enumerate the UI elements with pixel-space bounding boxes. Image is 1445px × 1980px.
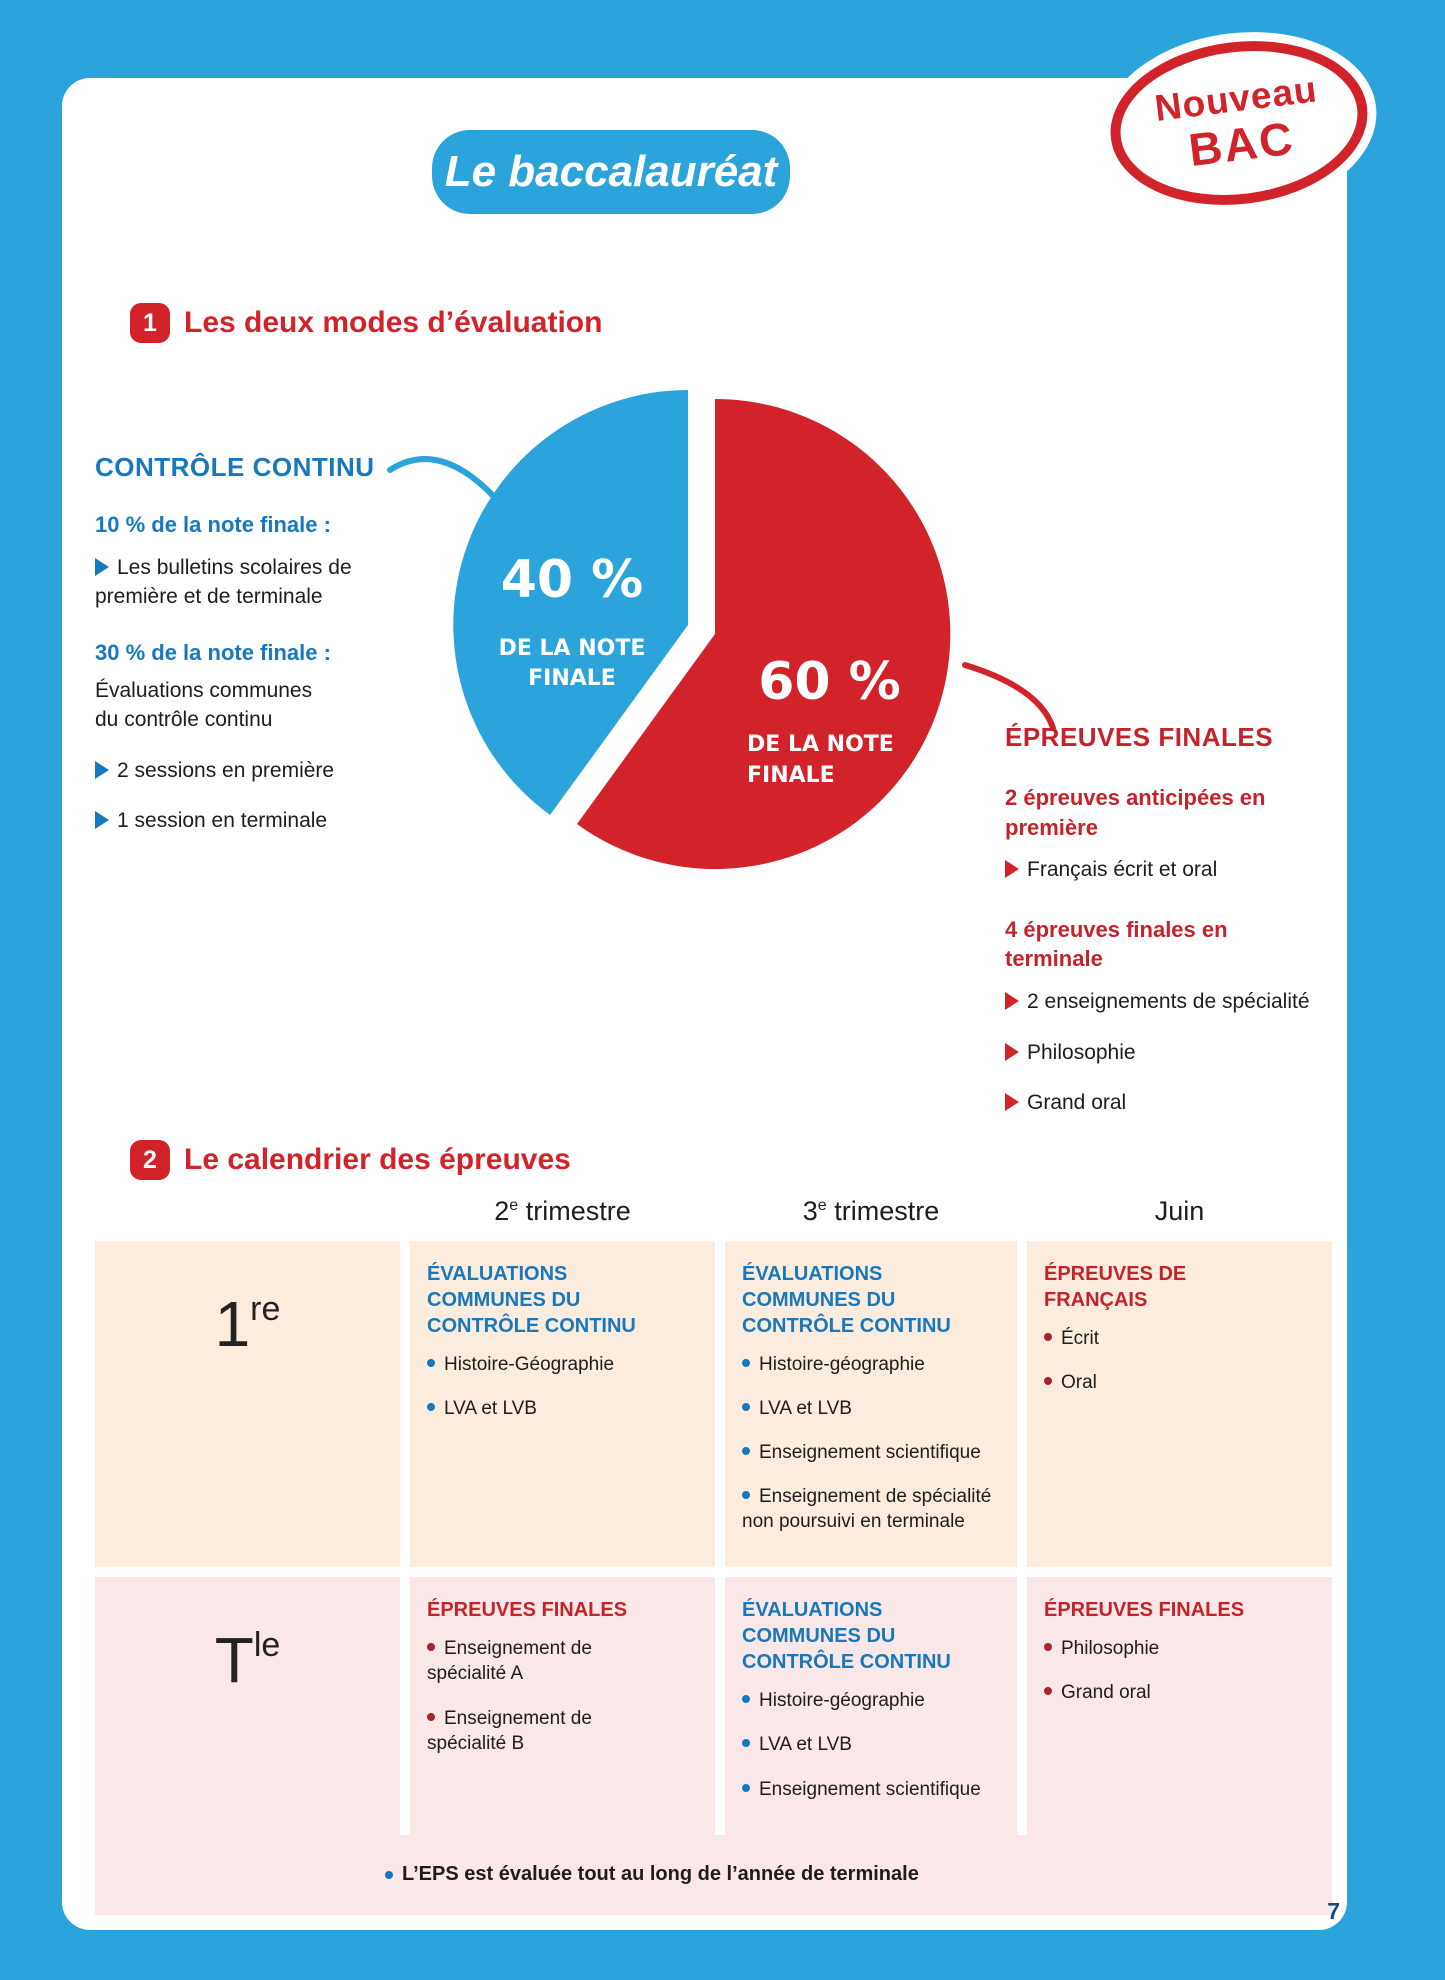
dot-bullet-icon — [1044, 1687, 1052, 1695]
dot-bullet-icon — [742, 1739, 750, 1747]
connector-line-finales — [965, 665, 1053, 728]
controle-30pct-title: 30 % de la note finale : — [95, 640, 331, 666]
controle-10pct-item: Les bulletins scolaires de première et de terminale — [95, 555, 352, 608]
dot-bullet-icon — [742, 1784, 750, 1792]
pie-chart — [380, 380, 1070, 880]
triangle-bullet-icon — [95, 558, 109, 576]
controle-continu-block — [95, 452, 407, 857]
pie-red-sub2: FINALE — [747, 762, 835, 788]
badge-line2: BAC — [1185, 111, 1298, 176]
pie-red-sub1: DE LA NOTE — [747, 732, 894, 757]
cell-terminale-trimestre2: ÉPREUVES FINALES Enseignement de spécialité A Enseignement de spécialité B — [410, 1577, 715, 1834]
epreuves-finales-block — [1005, 722, 1350, 1138]
cell-terminale-juin: ÉPREUVES FINALES Philosophie Grand oral — [1027, 1577, 1332, 1834]
dot-bullet-icon — [742, 1695, 750, 1703]
controle-30pct-item2: 1 session en terminale — [95, 806, 407, 835]
eps-note-strip — [95, 1835, 1332, 1915]
finales-terminale-item1: 2 enseignements de spécialité — [1005, 987, 1350, 1016]
row-premiere — [95, 1241, 1332, 1567]
column-header-trimestre3: 3e trimestre — [802, 1196, 940, 1226]
dot-bullet-icon — [427, 1359, 435, 1367]
dot-bullet-icon — [427, 1643, 435, 1651]
cell-premiere-trimestre2: ÉVALUATIONS COMMUNES DU CONTRÔLE CONTINU Histoire-Géographie LVA et LVB — [410, 1241, 715, 1567]
dot-bullet-icon — [1044, 1377, 1052, 1385]
row-terminale — [95, 1577, 1332, 1834]
section1-number-badge: 1 — [130, 303, 170, 343]
dot-bullet-icon — [1044, 1643, 1052, 1651]
cell-premiere-trimestre3: ÉVALUATIONS COMMUNES DU CONTRÔLE CONTINU Histoire-géographie LVA et LVB Enseignement scientifique Enseignement de spécialité non poursuivi en terminale — [725, 1241, 1017, 1567]
triangle-bullet-icon — [1005, 992, 1019, 1010]
triangle-bullet-icon — [1005, 860, 1019, 878]
section1-title: Les deux modes d’évaluation — [184, 306, 603, 339]
triangle-bullet-icon — [1005, 1093, 1019, 1111]
finales-terminale-item2: Philosophie — [1005, 1038, 1350, 1067]
dot-bullet-icon — [427, 1713, 435, 1721]
column-header-juin: Juin — [1154, 1196, 1205, 1226]
pie-red-value: 60 % — [758, 652, 901, 712]
eps-note-text: L’EPS est évaluée tout au long de l’année de terminale — [402, 1863, 919, 1886]
column-header-trimestre2: 2e trimestre — [494, 1196, 631, 1226]
row-label-terminale: $T^{le}$ — [95, 1577, 400, 1834]
nouveau-bac-badge — [1101, 27, 1377, 219]
finales-terminale-item3: Grand oral — [1005, 1088, 1350, 1117]
cell-terminale-trimestre3: ÉVALUATIONS COMMUNES DU CONTRÔLE CONTINU Histoire-géographie LVA et LVB Enseignement scientifique — [725, 1577, 1017, 1834]
triangle-bullet-icon — [95, 811, 109, 829]
epreuves-finales-heading: ÉPREUVES FINALES — [1005, 722, 1274, 752]
dot-bullet-icon — [742, 1403, 750, 1411]
pie-blue-sublabel — [487, 634, 657, 693]
calendar-table — [95, 1196, 1332, 1915]
badge-line1: Nouveau — [1152, 67, 1320, 129]
triangle-bullet-icon — [95, 761, 109, 779]
triangle-bullet-icon — [1005, 1043, 1019, 1061]
cell-premiere-juin: ÉPREUVES DE FRANÇAIS Écrit Oral — [1027, 1241, 1332, 1567]
header-spacer — [95, 1196, 400, 1235]
pie-blue-value: 40 % — [500, 550, 644, 610]
pie-blue-sub1: DE LA NOTE — [498, 636, 646, 661]
dot-bullet-icon — [385, 1871, 393, 1879]
page-number: 7 — [1327, 1898, 1340, 1924]
section2-heading — [130, 1140, 571, 1180]
badge-oval — [1101, 27, 1377, 219]
controle-30pct-item1: 2 sessions en première — [95, 756, 407, 785]
page-title: Le baccalauréat — [432, 130, 790, 214]
calendar-header-row — [95, 1196, 1332, 1235]
pie-red-sublabel — [747, 730, 927, 792]
finales-anticipees-title: 2 épreuves anticipées en première — [1005, 785, 1266, 840]
section2-title: Le calendrier des épreuves — [184, 1143, 571, 1176]
dot-bullet-icon — [742, 1359, 750, 1367]
dot-bullet-icon — [742, 1491, 750, 1499]
controle-30pct-intro: Évaluations communes du contrôle continu — [95, 678, 313, 732]
section1-heading — [130, 303, 602, 343]
finales-terminale-title: 4 épreuves finales en terminale — [1005, 916, 1228, 972]
section2-number-badge: 2 — [130, 1140, 170, 1180]
row-label-premiere: 1re — [95, 1241, 400, 1567]
dot-bullet-icon — [427, 1403, 435, 1411]
pie-blue-sub2: FINALE — [528, 665, 616, 691]
controle-10pct-title: 10 % de la note finale : — [95, 512, 331, 537]
dot-bullet-icon — [1044, 1333, 1052, 1341]
dot-bullet-icon — [742, 1447, 750, 1455]
controle-continu-heading: CONTRÔLE CONTINU — [95, 452, 375, 482]
finales-anticipees-item: Français écrit et oral — [1005, 855, 1350, 884]
